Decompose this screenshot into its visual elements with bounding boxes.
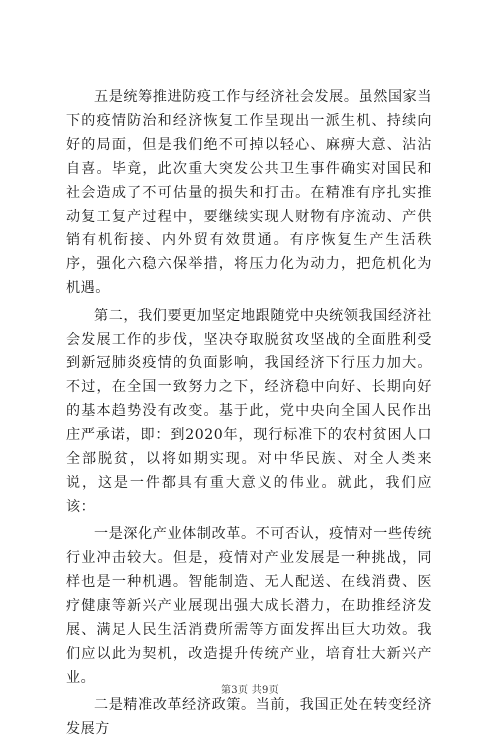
paragraph-2: 第二，我们要更加坚定地跟随党中央统领我国经济社会发展工作的步伐，坚决夺取脱贫攻坚战的全面胜利受到新冠肺炎疫情的负面影响，我国经济下行压力加大。不过，在全国一致努力之下，经济稳中向好、长期向好的基本趋势没有改变。基于此，党中央向全国人民作出庄严承诺，即：到2020年，现行标准下的农村贫困人口全部脱贫，以将如期实现。对中华民族、对全人类来说，这是一件都具有重大意义的伟业。就此，我们应该： xyxy=(66,307,432,515)
document-body xyxy=(66,86,432,745)
paragraph-1: 五是统筹推进防疫工作与经济社会发展。虽然国家当下的疫情防治和经济恢复工作呈现出一派生机、持续向好的局面，但是我们绝不可掉以轻心、麻痹大意、沾沾自喜。毕竟，此次重大突发公共卫生事件确实对国民和社会造成了不可估量的损失和打击。在精准有序扎实推动复工复产过程中，要继续实现人财物有序流动、产供销有机衔接、内外贸有效贯通。有序恢复生产生活秩序，强化六稳六保举措，将压力化为动力，把危机化为机遇。 xyxy=(66,89,432,297)
paragraph-4: 二是精准改革经济政策。当前，我国正处在转变经济发展方 xyxy=(66,697,432,738)
paragraph-3: 一是深化产业体制改革。不可否认，疫情对一些传统行业冲击较大。但是，疫情对产业发展是一种挑战，同样也是一种机遇。智能制造、无人配送、在线消费、医疗健康等新兴产业展现出强大成长潜力，在助推经济发展、满足人民生活消费所需等方面发挥出巨大功效。我们应以此为契机，改造提升传统产业，培育壮大新兴产业。 xyxy=(66,526,432,686)
page-number-footer: 第3页 共9页 xyxy=(220,685,279,696)
